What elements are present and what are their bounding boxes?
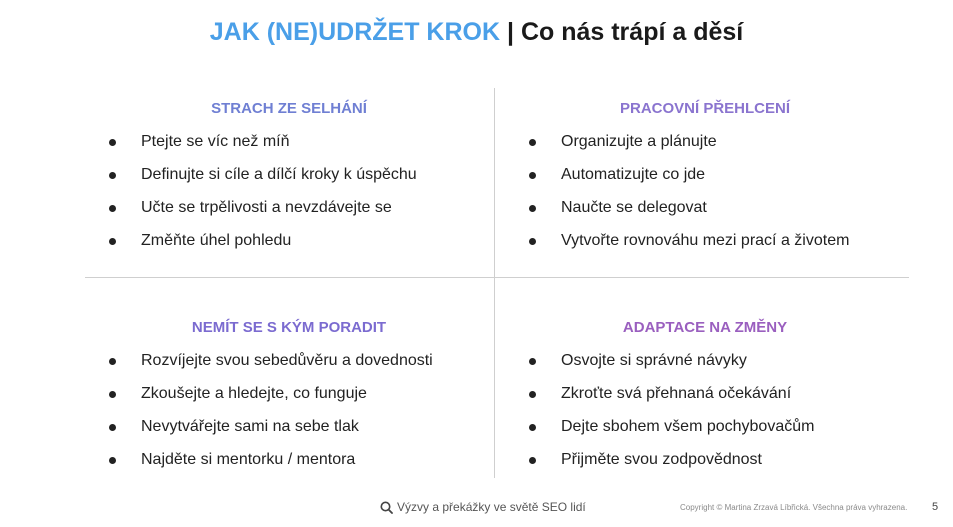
- list-item-text: Změňte úhel pohledu: [141, 232, 292, 249]
- page-number: 5: [932, 501, 939, 513]
- quadrant-fear-of-failure: [95, 98, 495, 263]
- bullet-icon: [109, 424, 116, 431]
- list-item-text: Zkroťte svá přehnaná očekávání: [561, 385, 792, 402]
- bullet-icon: [109, 205, 116, 212]
- bullet-icon: [109, 391, 116, 398]
- bullet-icon: [529, 139, 536, 146]
- list-item: [95, 131, 495, 164]
- bullet-icon: [529, 457, 536, 464]
- quadrant-heading: ADAPTACE NA ZMĚNY: [622, 319, 788, 336]
- list-item-text: Rozvíjejte svou sebedůvěru a dovednosti: [141, 352, 433, 369]
- bullet-icon: [109, 457, 116, 464]
- list-item: [95, 164, 495, 197]
- bullet-list: [515, 131, 915, 263]
- list-item-text: Organizujte a plánujte: [561, 133, 717, 150]
- list-item-text: Zkoušejte a hledejte, co funguje: [141, 385, 367, 402]
- list-item: [95, 383, 495, 416]
- bullet-icon: [109, 172, 116, 179]
- footer-topic-text: Výzvy a překážky ve světě SEO lidí: [397, 500, 586, 514]
- list-item: [95, 350, 495, 383]
- list-item: [515, 230, 915, 263]
- list-item: [515, 164, 915, 197]
- slide-title: [0, 18, 953, 47]
- bullet-icon: [529, 205, 536, 212]
- bullet-icon: [529, 424, 536, 431]
- bullet-icon: [109, 238, 116, 245]
- title-rest: Co nás trápí a děsí: [520, 18, 744, 46]
- bullet-icon: [529, 172, 536, 179]
- list-item: [515, 131, 915, 164]
- bullet-list: [95, 350, 495, 482]
- list-item: [515, 197, 915, 230]
- quadrant-work-overload: [515, 98, 915, 263]
- list-item-text: Osvojte si správné návyky: [561, 352, 747, 369]
- bullet-icon: [529, 358, 536, 365]
- footer-topic: [380, 500, 586, 514]
- bullet-icon: [109, 139, 116, 146]
- bullet-icon: [529, 391, 536, 398]
- list-item-text: Vytvořte rovnováhu mezi prací a životem: [561, 232, 850, 249]
- copyright-notice: Copyright © Martina Zrzavá Líbřická. Všechna práva vyhrazena.: [680, 503, 908, 512]
- horizontal-divider: [85, 277, 909, 278]
- quadrant-adapting-to-change: [515, 317, 915, 482]
- quadrant-no-one-to-ask: [95, 317, 495, 482]
- list-item: [95, 230, 495, 263]
- search-icon: [380, 501, 393, 514]
- quadrant-heading: NEMÍT SE S KÝM PORADIT: [191, 319, 387, 336]
- bullet-list: [515, 350, 915, 482]
- list-item: [515, 350, 915, 383]
- list-item-text: Dejte sbohem všem pochybovačům: [561, 418, 815, 435]
- list-item-text: Přijměte svou zodpovědnost: [561, 451, 762, 468]
- list-item: [95, 197, 495, 230]
- list-item-text: Definujte si cíle a dílčí kroky k úspěchu: [141, 166, 417, 183]
- list-item: [515, 383, 915, 416]
- list-item-text: Nevytvářejte sami na sebe tlak: [141, 418, 359, 435]
- title-accent: JAK (NE)UDRŽET KROK: [209, 18, 501, 46]
- list-item: [515, 416, 915, 449]
- list-item-text: Najděte si mentorku / mentora: [141, 451, 356, 468]
- quadrant-heading: STRACH ZE SELHÁNÍ: [211, 100, 367, 117]
- title-separator: |: [506, 18, 514, 46]
- bullet-icon: [109, 358, 116, 365]
- bullet-list: [95, 131, 495, 263]
- list-item-text: Naučte se delegovat: [561, 199, 707, 216]
- list-item: [95, 449, 495, 482]
- list-item: [515, 449, 915, 482]
- list-item: [95, 416, 495, 449]
- list-item-text: Učte se trpělivosti a nevzdávejte se: [141, 199, 392, 216]
- quadrant-heading: PRACOVNÍ PŘEHLCENÍ: [619, 100, 791, 117]
- bullet-icon: [529, 238, 536, 245]
- list-item-text: Automatizujte co jde: [561, 166, 706, 183]
- list-item-text: Ptejte se víc než míň: [141, 133, 290, 150]
